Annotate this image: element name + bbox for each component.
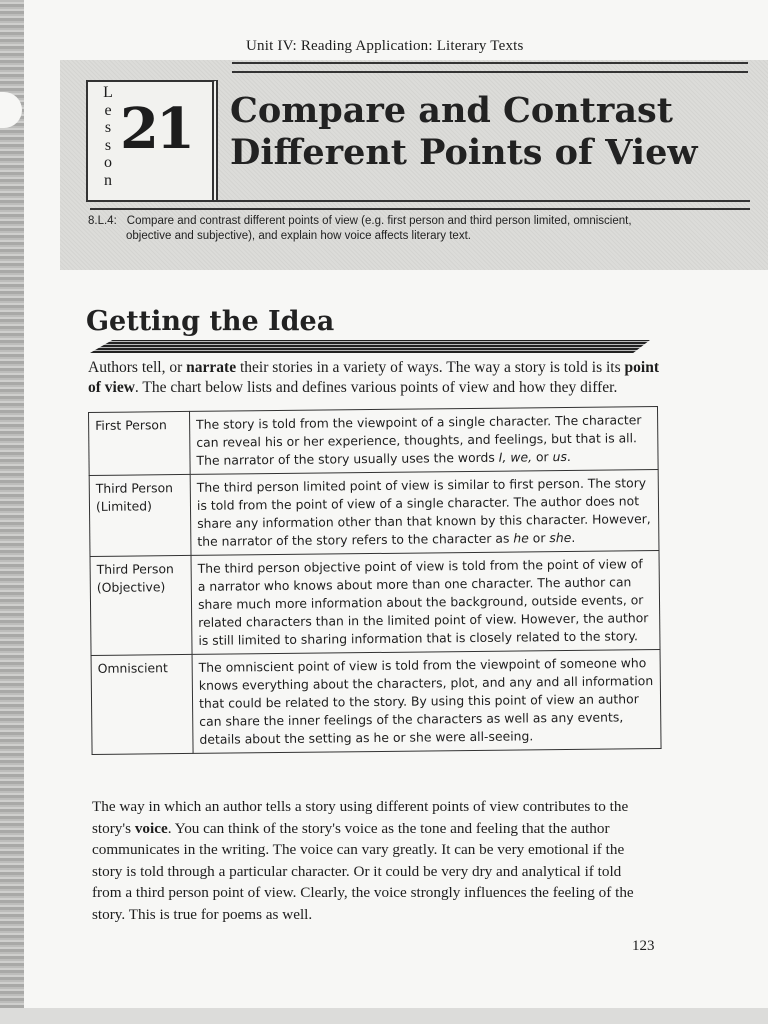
table-term-cell xyxy=(89,474,191,556)
table-term-cell xyxy=(89,411,191,475)
definition-text: The third person limited point of view is similar to first person. The story is told from the point of view of a single character. The author does not share any information other than that known by this character. However, the narrator of the story refers to the character as xyxy=(196,475,651,549)
intro-text: . The chart below lists and defines various points of view and how they differ. xyxy=(134,379,618,396)
definition-text: . xyxy=(571,529,576,545)
term-text: Third Person xyxy=(96,561,174,577)
intro-text: Authors tell, or xyxy=(88,359,187,376)
lesson-letter: n xyxy=(104,171,112,189)
table-definition-cell xyxy=(190,470,659,556)
lesson-title-line1: Compare and Contrast xyxy=(230,90,673,131)
table-row xyxy=(90,551,660,656)
lesson-title xyxy=(230,90,698,174)
table-definition-cell xyxy=(192,650,661,754)
table-row xyxy=(89,407,659,476)
lesson-letter: o xyxy=(104,154,112,171)
unit-heading: Unit IV: Reading Application: Literary Texts xyxy=(246,38,524,54)
point-of-view-table xyxy=(88,406,662,755)
term-text: (Objective) xyxy=(96,579,166,595)
lesson-letter: s xyxy=(104,119,112,136)
intro-text: their stories in a variety of ways. The way a story is told is its xyxy=(236,359,625,376)
lesson-letter: L xyxy=(103,84,113,101)
definition-italic: she xyxy=(549,529,572,546)
intro-term-narrate: narrate xyxy=(186,359,237,376)
standard-line1: Compare and contrast different points of view (e.g. first person and third person limited, omniscient, xyxy=(126,215,632,227)
lesson-number: 21 xyxy=(120,96,192,162)
lesson-letter: s xyxy=(104,136,112,154)
table-term-cell xyxy=(91,654,193,754)
table-row xyxy=(89,470,659,557)
definition-text: The story is told from the viewpoint of a single character. The character can reveal his or her experience, thoughts, and feelings, but that is all. The narrator of the story usually uses the words xyxy=(196,412,642,468)
intro-term-point-of-view: point of view xyxy=(88,359,659,396)
term-text: First Person xyxy=(95,417,167,433)
term-text: (Limited) xyxy=(95,498,152,514)
definition-italic: he xyxy=(513,530,529,546)
definition-text: or xyxy=(531,449,553,465)
intro-paragraph xyxy=(88,358,660,398)
table-row xyxy=(91,650,661,755)
lesson-title-line2: Different Points of View xyxy=(230,132,698,173)
section-heading: Getting the Idea xyxy=(86,306,335,337)
table-term-cell xyxy=(90,555,192,655)
unit-rule xyxy=(232,62,748,73)
page-number: 123 xyxy=(632,938,655,954)
lesson-letter: e xyxy=(104,101,112,119)
table-definition-cell xyxy=(191,551,660,655)
body-paragraph xyxy=(92,796,648,925)
body-term-voice: voice xyxy=(134,819,168,837)
definition-italic: us xyxy=(552,448,567,465)
table-definition-cell xyxy=(189,407,658,475)
section-heading-bar xyxy=(90,340,650,353)
body-text: . You can think of the story's voice as the tone and feeling that the author communicates in the writing. The voice can vary greatly. It can be very emotional if the story is told through a particular character. Or it could be very dry and analytical if told from a third person point of view. Clearly, the voice strongly influences the feeling of the story. This is true for poems as well. xyxy=(92,819,634,923)
term-text: Omniscient xyxy=(97,660,168,676)
title-rule xyxy=(90,200,750,210)
standard-text xyxy=(88,214,738,244)
definition-italic: I, we, xyxy=(498,449,533,465)
page-bottom-edge xyxy=(0,1008,768,1024)
definition-text: The third person objective point of view is told from the point of view of a narrator who knows about more than one character. The author can share much more information about the background, outside events, or related characters than in the limited point of view. However, the author is still limited to sharing information that is closely related to the story. xyxy=(197,556,649,648)
lesson-label xyxy=(100,84,116,189)
standard-code: 8.L.4: xyxy=(88,215,117,227)
definition-text: . xyxy=(566,448,571,464)
definition-text: or xyxy=(528,530,550,546)
page-binding-edge xyxy=(0,0,24,1024)
term-text: Third Person xyxy=(95,480,174,496)
definition-text: The omniscient point of view is told from the viewpoint of someone who knows everything about the characters, plot, and any and all information that could be related to the story. By using this point of view an author can share the inner feelings of the characters as well as any events, details about the setting as he or she were all-seeing. xyxy=(198,655,654,747)
body-text: The way in which an author tells a story using different points of view contributes to the story's xyxy=(92,798,629,837)
standard-line2: objective and subjective), and explain how voice affects literary text. xyxy=(126,230,471,242)
